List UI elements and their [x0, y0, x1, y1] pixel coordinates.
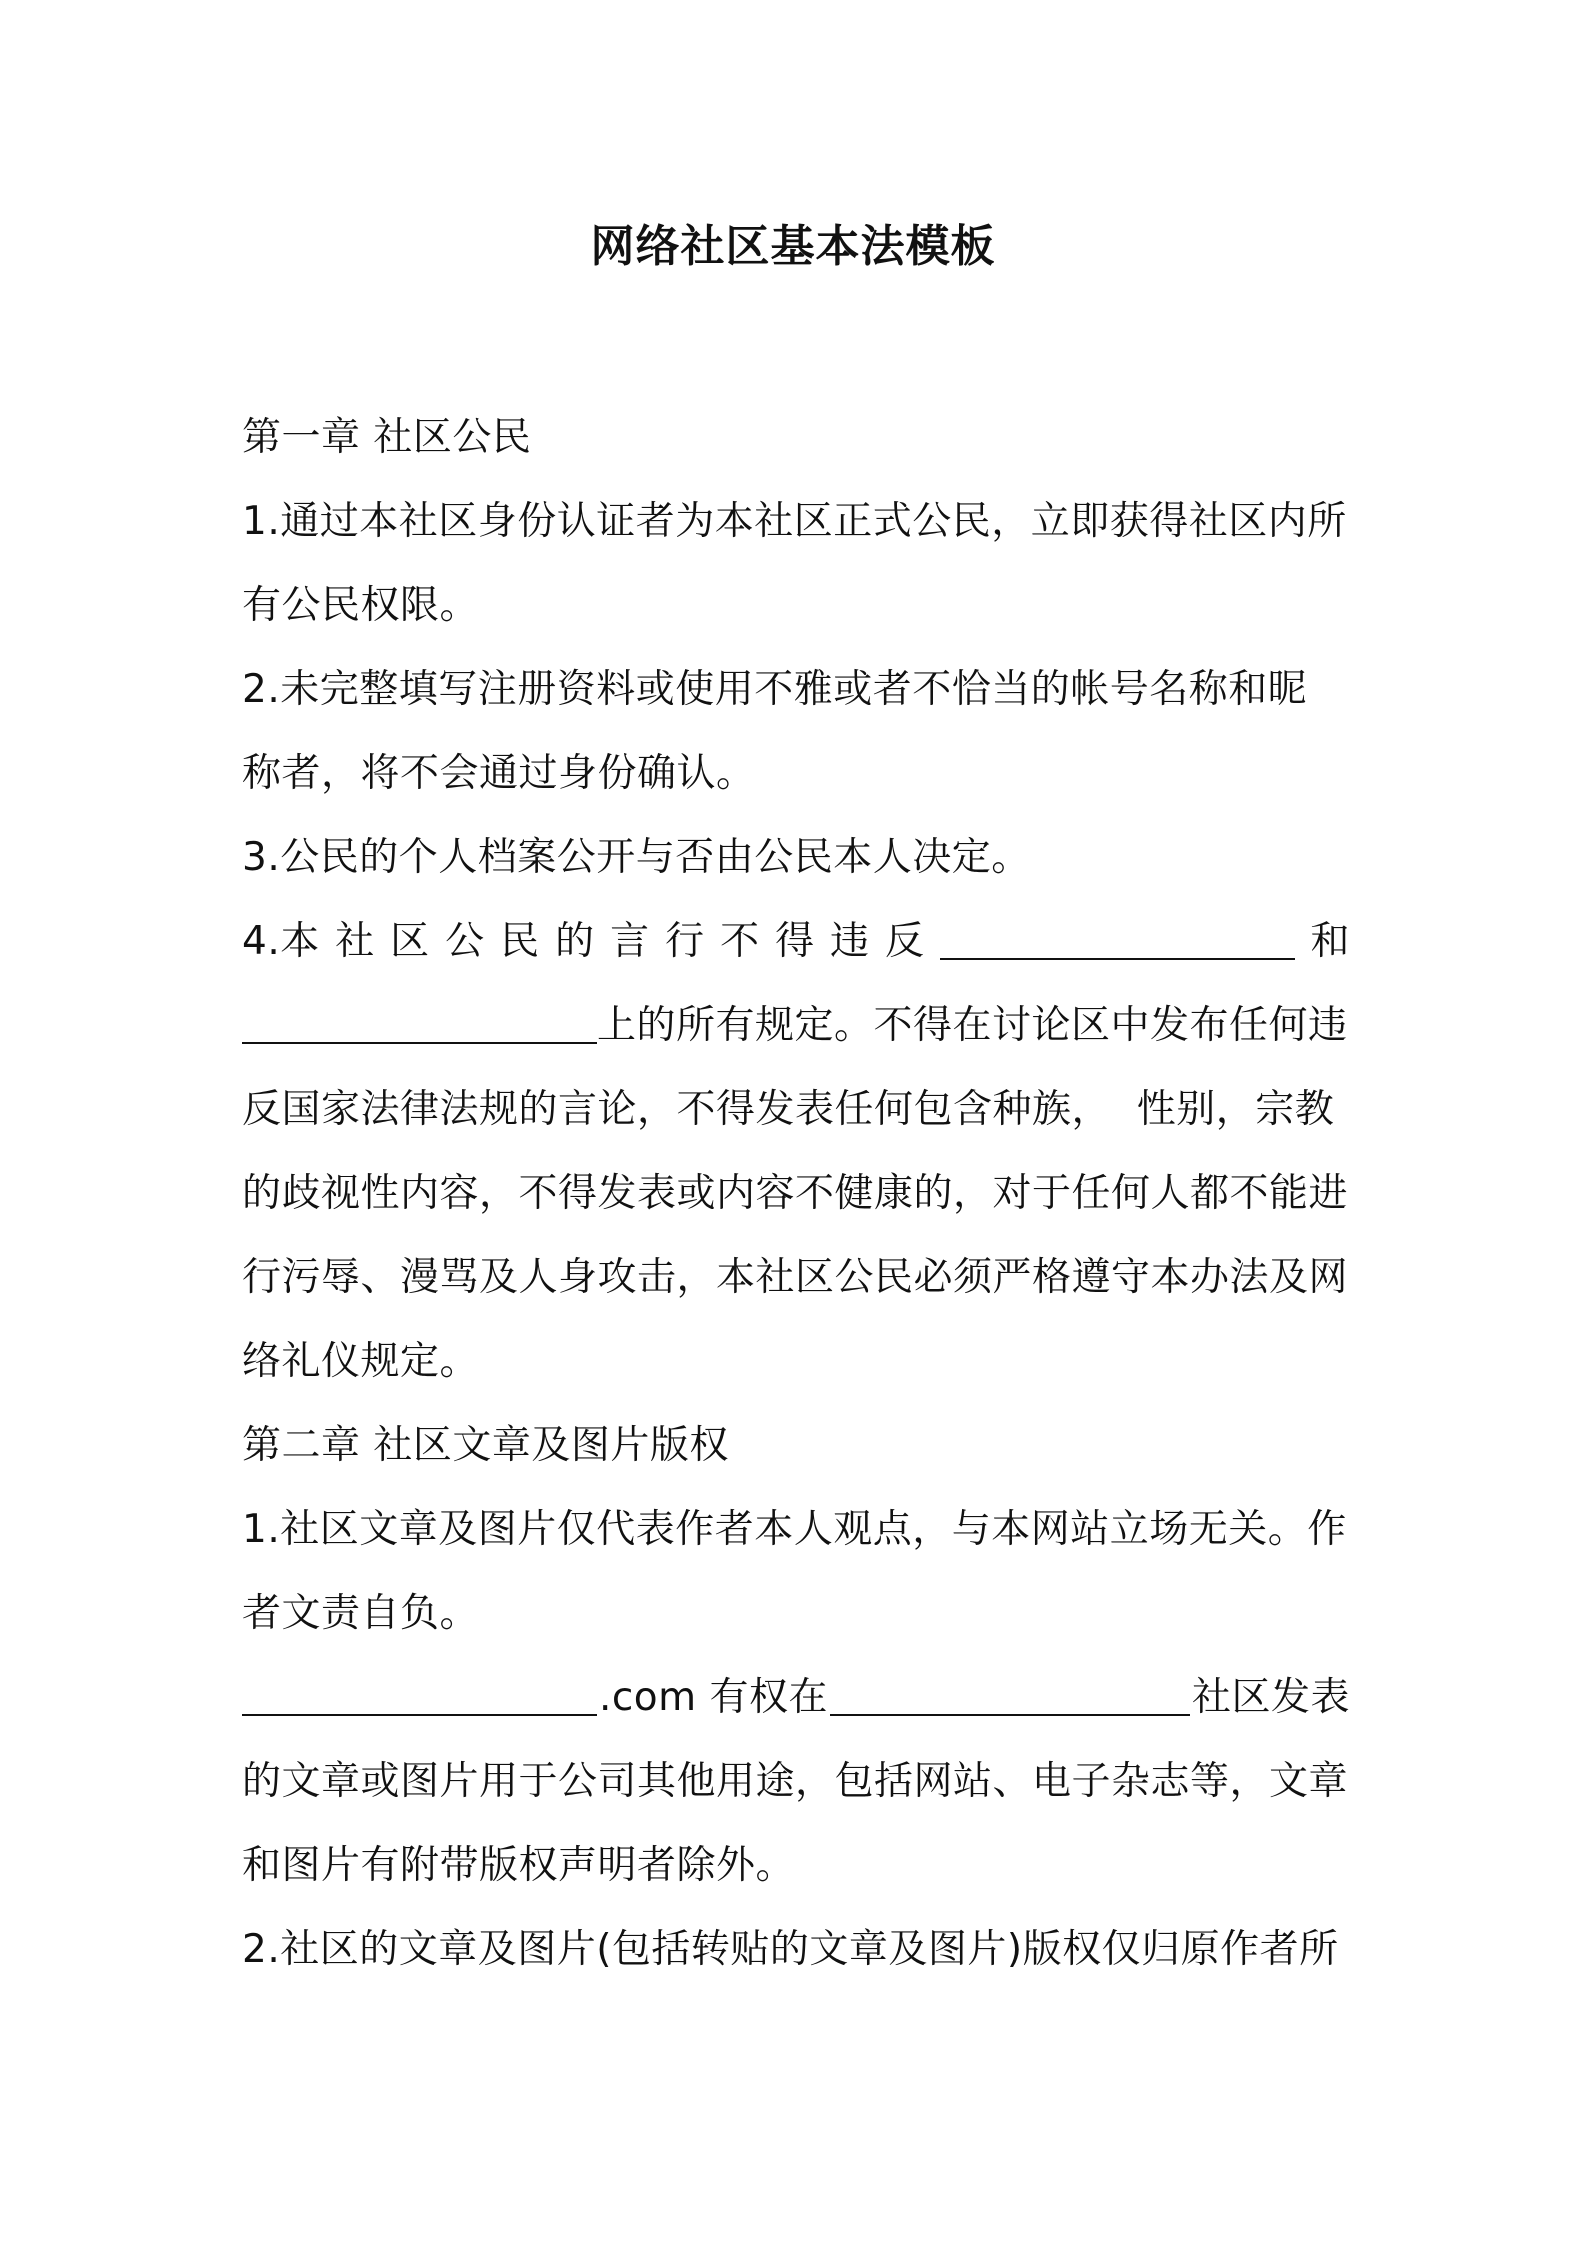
middle-text: .com 有权在 — [598, 1675, 829, 1720]
paragraph-line: 1.社区文章及图片仅代表作者本人观点，与本网站立场无关。作 — [242, 1507, 1347, 1552]
line-end-text: 和 — [1310, 919, 1350, 964]
justified-char: 违 — [830, 919, 870, 964]
paragraph-line-with-blank — [242, 900, 1350, 984]
paragraph-line: 有公民权限。 — [242, 583, 480, 628]
justified-char: 不 — [720, 919, 760, 964]
fill-in-blank — [242, 1656, 597, 1716]
paragraph-line: 2.社区的文章及图片(包括转贴的文章及图片)版权仅归原作者所 — [242, 1927, 1339, 1972]
chapter-heading: 第二章 社区文章及图片版权 — [242, 1423, 729, 1468]
document-title: 网络社区基本法模板 — [590, 221, 996, 272]
line-end-text: 社区发表 — [1191, 1675, 1350, 1720]
paragraph-line: 3.公民的个人档案公开与否由公民本人决定。 — [242, 835, 1031, 880]
justified-char: 公 — [445, 919, 485, 964]
paragraph-line: 1.通过本社区身份认证者为本社区正式公民，立即获得社区内所 — [242, 499, 1347, 544]
justified-char: 民 — [500, 919, 540, 964]
justified-char: 的 — [555, 919, 595, 964]
paragraph-line: 称者，将不会通过身份确认。 — [242, 751, 756, 796]
paragraph-line: 反国家法律法规的言论，不得发表任何包含种族， 性别，宗教 — [242, 1087, 1335, 1132]
justified-char: 社 — [335, 919, 375, 964]
justified-char: 区 — [390, 919, 430, 964]
paragraph-line-with-blank — [242, 984, 1350, 1068]
justified-char: 得 — [775, 919, 815, 964]
justified-char: 4.本 — [242, 919, 320, 964]
paragraph-line: 的文章或图片用于公司其他用途，包括网站、电子杂志等，文章 — [242, 1759, 1349, 1804]
justified-char: 行 — [665, 919, 705, 964]
justified-char: 言 — [610, 919, 650, 964]
paragraph-line: 和图片有附带版权声明者除外。 — [242, 1843, 796, 1888]
paragraph-line: 行污辱、漫骂及人身攻击，本社区公民必须严格遵守本办法及网 — [242, 1255, 1349, 1300]
paragraph-line: 络礼仪规定。 — [242, 1339, 480, 1384]
paragraph-line-with-blank — [242, 1656, 1350, 1740]
after-blank-text: 上的所有规定。不得在讨论区中发布任何违 — [597, 1003, 1348, 1048]
fill-in-blank — [940, 900, 1295, 960]
justified-char: 反 — [885, 919, 925, 964]
chapter-heading: 第一章 社区公民 — [242, 415, 532, 460]
fill-in-blank — [830, 1656, 1190, 1716]
fill-in-blank — [242, 984, 597, 1044]
paragraph-line: 的歧视性内容，不得发表或内容不健康的，对于任何人都不能进 — [242, 1171, 1349, 1216]
paragraph-line: 2.未完整填写注册资料或使用不雅或者不恰当的帐号名称和昵 — [242, 667, 1308, 712]
document-body — [242, 396, 1350, 1992]
paragraph-line: 者文责自负。 — [242, 1591, 480, 1636]
